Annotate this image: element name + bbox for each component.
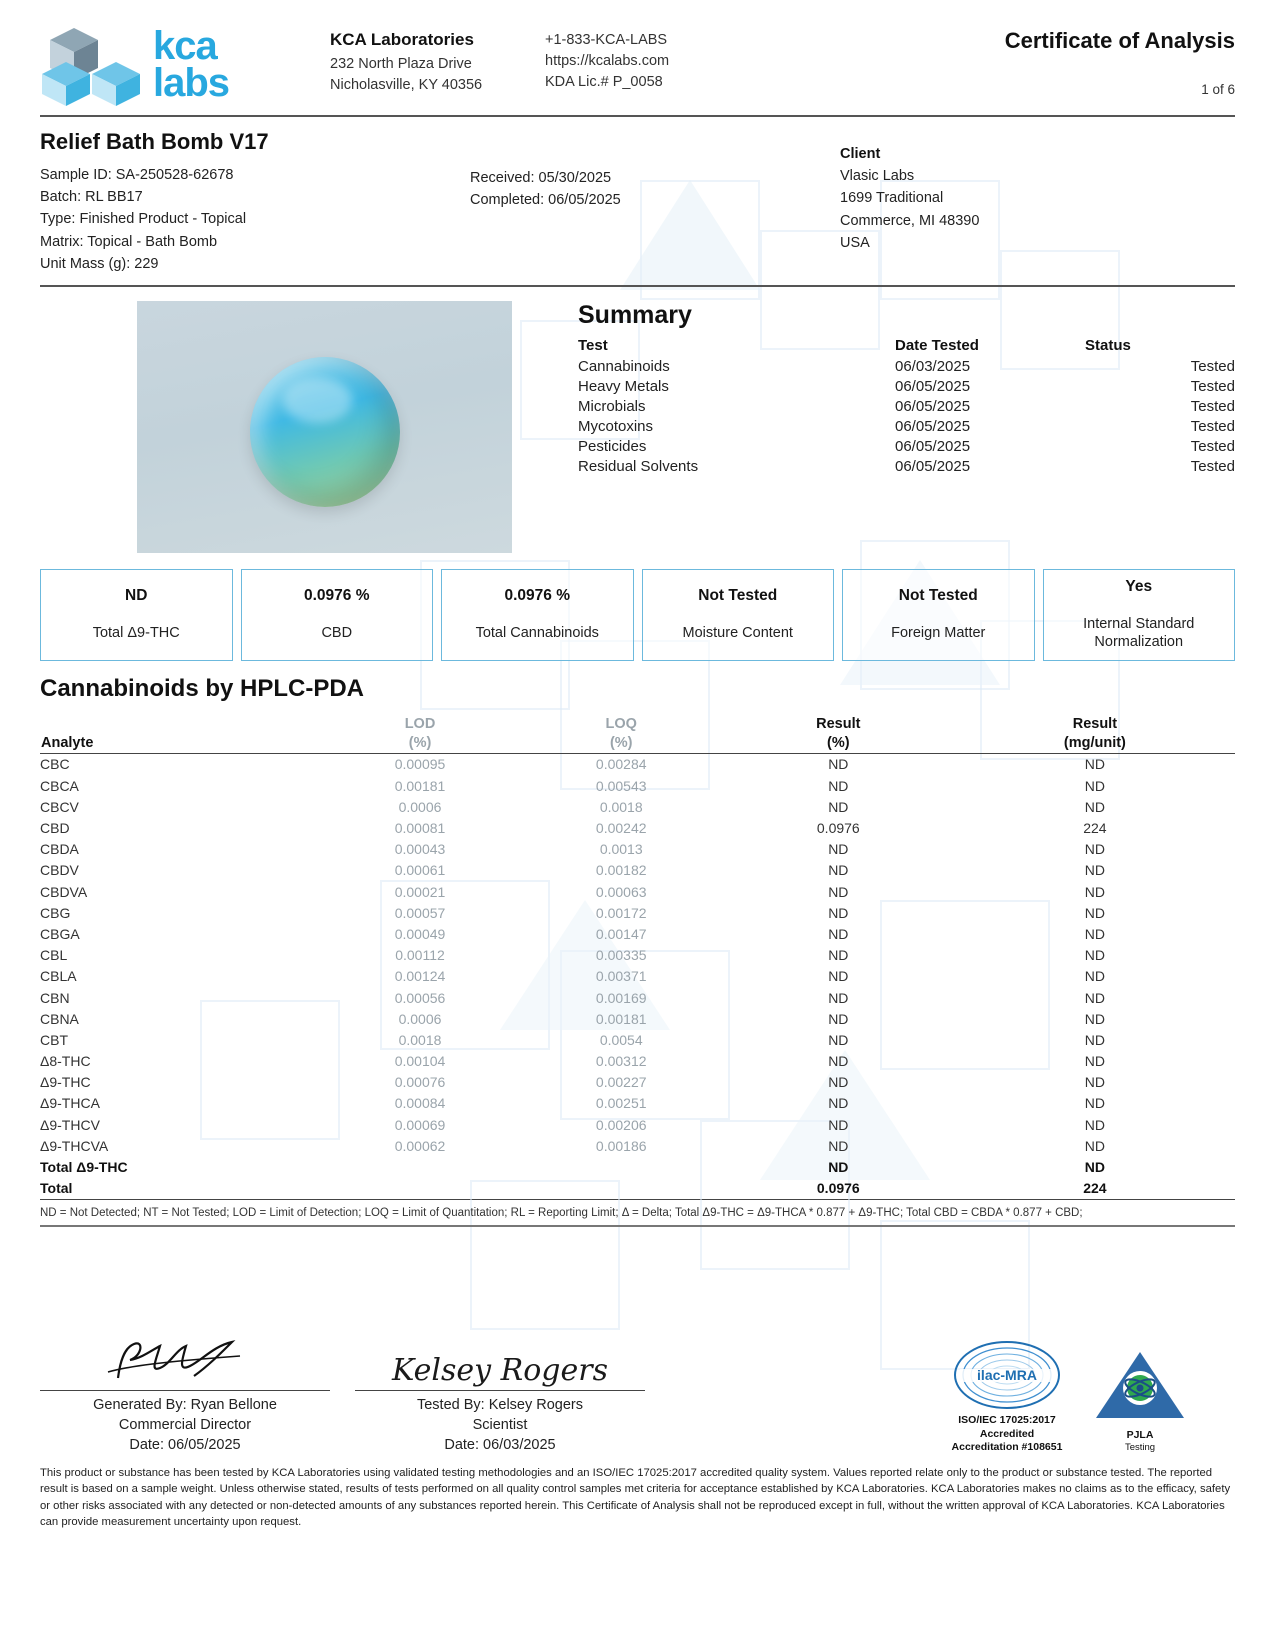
page-number: 1 of 6 — [1201, 82, 1235, 97]
summary-title: Summary — [578, 300, 692, 329]
cannabinoids-footnote: ND = Not Detected; NT = Not Tested; LOD = Limit of Detection; LOQ = Limit of Quantitation; RL = Reporting Limit; Δ = Delta; Total Δ9-THC = Δ9-THCA * 0.877 + Δ9-THC; Total CBD = CBDA * 0.877 + CBD; — [40, 1206, 1083, 1219]
analyte-loq: 0.0054 — [599, 1031, 643, 1048]
analyte-loq: 0.00186 — [595, 1137, 647, 1154]
svg-text:ilac-MRA: ilac-MRA — [977, 1366, 1037, 1383]
analyte-lod: 0.00069 — [394, 1116, 446, 1133]
analyte-mg: 224 — [1083, 820, 1107, 837]
key-box-moisture-content — [642, 569, 835, 661]
col-loq: LOQ — [605, 715, 637, 732]
lab-license: KDA Lic.# P_0058 — [545, 74, 663, 91]
total-thc-mg: ND — [1084, 1159, 1105, 1176]
key-box-foreign-matter — [842, 569, 1035, 661]
analyte-loq: 0.00251 — [595, 1095, 647, 1112]
analyte-loq: 0.00063 — [595, 883, 647, 900]
analyte-mg: ND — [1084, 862, 1105, 879]
accreditation-block — [947, 1339, 1235, 1455]
analyte-result: ND — [828, 1095, 849, 1112]
analyte-mg: ND — [1084, 883, 1105, 900]
total-thc-label: Total Δ9-THC — [40, 1159, 128, 1176]
summary-col-status: Status — [1085, 336, 1131, 354]
analyte-name: CBL — [40, 947, 68, 964]
pjla-sub: Testing — [1124, 1442, 1156, 1454]
client-address2: Commerce, MI 48390 — [840, 212, 980, 229]
total-thc-result: ND — [828, 1159, 849, 1176]
analyte-loq: 0.00147 — [595, 925, 647, 942]
table-row — [40, 902, 1235, 923]
ilac-block — [947, 1339, 1067, 1455]
summary-test: Microbials — [578, 398, 646, 416]
table-row — [40, 1072, 1235, 1093]
key-value: ND — [125, 587, 148, 605]
analyte-result: ND — [828, 947, 849, 964]
analyte-mg: ND — [1084, 989, 1105, 1006]
analyte-result: ND — [828, 862, 849, 879]
analyte-mg: ND — [1084, 1053, 1105, 1070]
analyte-loq: 0.00227 — [595, 1074, 647, 1091]
analyte-name: CBCV — [40, 798, 79, 815]
total-row — [40, 1178, 1235, 1199]
status-badge: Tested — [1190, 398, 1235, 416]
analyte-name: CBC — [40, 756, 70, 773]
analyte-name: CBG — [40, 904, 71, 921]
table-row — [578, 417, 1235, 437]
analyte-lod: 0.0018 — [398, 1031, 442, 1048]
analyte-loq: 0.00335 — [595, 947, 647, 964]
table-row — [40, 1093, 1235, 1114]
summary-col-date: Date Tested — [895, 336, 979, 354]
total-thc-lod — [319, 1156, 520, 1177]
table-row — [578, 397, 1235, 417]
summary-date: 06/05/2025 — [895, 438, 971, 456]
analyte-result: ND — [828, 904, 849, 921]
total-lod — [319, 1178, 520, 1199]
analyte-result: ND — [828, 989, 849, 1006]
lab-contact-block — [545, 22, 785, 93]
analyte-loq: 0.00242 — [595, 820, 647, 837]
table-row — [40, 945, 1235, 966]
total-label: Total — [40, 1180, 73, 1197]
table-row — [40, 1008, 1235, 1029]
col-result-mg: Result — [1072, 715, 1118, 732]
analyte-mg: ND — [1084, 947, 1105, 964]
analyte-lod: 0.00062 — [394, 1137, 446, 1154]
total-thc-row — [40, 1156, 1235, 1177]
table-row — [40, 966, 1235, 987]
summary-date: 06/03/2025 — [895, 358, 971, 376]
analyte-name: Δ9-THC — [40, 1074, 91, 1091]
analyte-lod: 0.00104 — [394, 1053, 446, 1070]
ilac-accredited-line2: Accreditation #108651 — [951, 1441, 1063, 1454]
status-badge: Tested — [1190, 458, 1235, 476]
col-loq-unit: (%) — [609, 734, 633, 751]
analyte-loq: 0.0018 — [599, 798, 643, 815]
generated-by-date: Date: 06/05/2025 — [129, 1436, 241, 1453]
summary-test: Mycotoxins — [578, 418, 654, 436]
summary-date: 06/05/2025 — [895, 378, 971, 396]
key-label: Total Cannabinoids — [475, 625, 599, 642]
analyte-loq: 0.00371 — [595, 968, 647, 985]
analyte-result: ND — [828, 841, 849, 858]
sample-details — [40, 129, 470, 275]
analyte-lod: 0.00181 — [394, 777, 446, 794]
lab-website[interactable]: https://kcalabs.com — [545, 53, 670, 70]
sample-info-section — [40, 117, 1235, 275]
table-row — [40, 1029, 1235, 1050]
analyte-result: ND — [828, 925, 849, 942]
analyte-lod: 0.00057 — [394, 904, 446, 921]
col-result-mg-unit: (mg/unit) — [1063, 734, 1126, 751]
page-header — [40, 0, 1235, 107]
summary-date: 06/05/2025 — [895, 458, 971, 476]
generated-by-role: Commercial Director — [118, 1416, 252, 1433]
analyte-lod: 0.00043 — [394, 841, 446, 858]
sample-matrix: Matrix: Topical - Bath Bomb — [40, 233, 218, 250]
key-value: Yes — [1125, 578, 1153, 596]
status-badge: Tested — [1190, 418, 1235, 436]
pjla-block — [1085, 1348, 1195, 1455]
analyte-mg: ND — [1084, 756, 1105, 773]
summary-table — [578, 336, 1235, 477]
col-analyte: Analyte — [41, 734, 94, 751]
sample-title: Relief Bath Bomb V17 — [40, 129, 269, 154]
analyte-lod: 0.00084 — [394, 1095, 446, 1112]
analyte-lod: 0.00095 — [394, 756, 446, 773]
analyte-name: Δ8-THC — [40, 1053, 91, 1070]
cubes-logo-icon — [40, 22, 145, 107]
key-box-internal-standard — [1043, 569, 1236, 661]
col-result-pct: Result — [816, 715, 861, 732]
analyte-lod: 0.00112 — [395, 947, 445, 964]
analyte-result: ND — [828, 1137, 849, 1154]
key-label: CBD — [321, 625, 353, 642]
sample-dates — [470, 129, 840, 275]
client-country: USA — [840, 234, 870, 251]
analyte-mg: ND — [1084, 1074, 1105, 1091]
analyte-lod: 0.00061 — [394, 862, 446, 879]
analyte-name: CBDV — [40, 862, 79, 879]
table-row — [578, 437, 1235, 457]
key-label: Foreign Matter — [891, 625, 986, 642]
key-label: Moisture Content — [682, 625, 793, 642]
cannabinoids-header-row — [40, 715, 1235, 734]
key-label: Internal Standard Normalization — [1083, 616, 1195, 650]
analyte-result: ND — [828, 883, 849, 900]
date-completed: Completed: 06/05/2025 — [470, 192, 621, 209]
analyte-mg: ND — [1084, 1116, 1105, 1133]
lab-address-block — [330, 22, 545, 96]
sample-id: Sample ID: SA-250528-62678 — [40, 167, 234, 183]
signature-tested-by — [355, 1332, 645, 1455]
analyte-name: CBD — [40, 820, 70, 837]
analyte-lod: 0.00124 — [394, 968, 446, 985]
analyte-loq: 0.00169 — [595, 989, 647, 1006]
analyte-result: ND — [828, 798, 849, 815]
summary-test: Cannabinoids — [578, 358, 670, 376]
footnote-divider — [40, 1225, 1235, 1227]
analyte-result: ND — [828, 968, 849, 985]
lab-phone: +1-833-KCA-LABS — [545, 32, 668, 48]
lab-address-line2: Nicholasville, KY 40356 — [330, 76, 483, 93]
analyte-result: ND — [828, 756, 849, 773]
signature-script-text: Kelsey Rogers — [392, 1352, 608, 1388]
analyte-mg: ND — [1084, 777, 1105, 794]
sample-unit-mass: Unit Mass (g): 229 — [40, 255, 159, 272]
key-value: Not Tested — [898, 587, 978, 605]
cannabinoids-body — [40, 753, 1235, 1198]
status-badge: Tested — [1190, 438, 1235, 456]
bath-bomb-image — [250, 357, 400, 507]
table-row — [40, 881, 1235, 902]
col-lod-unit: (%) — [408, 734, 432, 751]
signature-section — [40, 1332, 1235, 1455]
signature-image-kelsey — [355, 1332, 645, 1388]
analyte-loq: 0.00172 — [595, 904, 647, 921]
client-block — [840, 129, 979, 275]
analyte-loq: 0.00284 — [595, 756, 647, 773]
table-row — [578, 377, 1235, 397]
ilac-accredited-line1: ISO/IEC 17025:2017 Accredited — [958, 1413, 1056, 1440]
pjla-icon — [1094, 1348, 1186, 1426]
table-row — [40, 839, 1235, 860]
logo-kca-text: kca — [153, 23, 217, 68]
total-loq — [521, 1178, 722, 1199]
analyte-result: ND — [828, 1010, 849, 1027]
key-results-row — [40, 569, 1235, 661]
analyte-mg: ND — [1084, 1010, 1105, 1027]
client-name: Vlasic Labs — [840, 168, 915, 185]
key-value: 0.0976 % — [304, 587, 370, 605]
logo-labs-text: labs — [153, 60, 230, 105]
analyte-result: ND — [828, 1031, 849, 1048]
table-row — [40, 1114, 1235, 1135]
analyte-mg: ND — [1084, 841, 1105, 858]
table-row — [40, 1050, 1235, 1071]
total-thc-loq — [521, 1156, 722, 1177]
status-badge: Tested — [1190, 378, 1235, 396]
analyte-name: CBLA — [40, 968, 77, 985]
analyte-name: CBDA — [40, 841, 79, 858]
legal-disclaimer: This product or substance has been tested by KCA Laboratories using validated testing methodologies and an ISO/IEC 17025:2017 accredited quality system. Values reported relate only to the product or substance tested. The reported result is based on a sample weight. Unless otherwise stated, results of tests performed on all quality control samples met criteria for acceptance established by KCA Laboratories. KCA Laboratories makes no claims as to the efficacy, safety or other risks associated with any detected or non-detected amounts of any substances reported herein. This Certificate of Analysis shall not be reproduced except in full, without the written approval of KCA Laboratories. KCA Laboratories can provide measurement uncertainty upon request. — [40, 1466, 1231, 1528]
analyte-loq: 0.00206 — [595, 1116, 647, 1133]
table-row — [578, 457, 1235, 477]
table-row — [40, 753, 1235, 775]
signature-generated-by — [40, 1332, 330, 1455]
analyte-name: Δ9-THCVA — [40, 1137, 109, 1154]
logo-wordmark — [153, 23, 230, 105]
lab-name: KCA Laboratories — [330, 30, 474, 49]
analyte-loq: 0.00181 — [595, 1010, 647, 1027]
analyte-lod: 0.0006 — [398, 1010, 442, 1027]
analyte-result: ND — [828, 1074, 849, 1091]
col-lod: LOD — [404, 715, 436, 732]
summary-col-test: Test — [578, 336, 608, 354]
analyte-lod: 0.00049 — [394, 925, 446, 942]
analyte-lod: 0.0006 — [398, 798, 442, 815]
key-value: Not Tested — [698, 587, 778, 605]
client-label: Client — [840, 146, 881, 162]
analyte-lod: 0.00056 — [394, 989, 446, 1006]
analyte-loq: 0.00312 — [595, 1053, 647, 1070]
sample-batch: Batch: RL BB17 — [40, 189, 143, 206]
summary-date: 06/05/2025 — [895, 398, 971, 416]
analyte-mg: ND — [1084, 798, 1105, 815]
col-result-pct-unit: (%) — [827, 734, 850, 751]
summary-test: Residual Solvents — [578, 458, 699, 476]
sample-type: Type: Finished Product - Topical — [40, 211, 247, 228]
analyte-result: ND — [828, 1053, 849, 1070]
analyte-lod: 0.00081 — [394, 820, 446, 837]
page-title: Certificate of Analysis — [1004, 28, 1235, 53]
analyte-lod: 0.00076 — [394, 1074, 446, 1091]
cannabinoids-table — [40, 715, 1235, 1199]
signature-image-ryan — [40, 1332, 330, 1388]
product-photo — [137, 301, 512, 553]
table-row — [40, 817, 1235, 838]
key-label: Total Δ9-THC — [92, 625, 180, 642]
total-result: 0.0976 — [816, 1180, 860, 1197]
analyte-name: CBCA — [40, 777, 79, 794]
kca-logo — [40, 22, 330, 107]
key-value: 0.0976 % — [504, 587, 570, 605]
analyte-mg: ND — [1084, 1031, 1105, 1048]
client-address1: 1699 Traditional — [840, 190, 944, 207]
table-row — [40, 987, 1235, 1008]
analyte-loq: 0.0013 — [599, 841, 643, 858]
table-row — [40, 775, 1235, 796]
analyte-name: Δ9-THCV — [40, 1116, 100, 1133]
analyte-result: 0.0976 — [816, 820, 860, 837]
tested-by-date: Date: 06/03/2025 — [444, 1436, 556, 1453]
tested-by-role: Scientist — [472, 1416, 528, 1433]
analyte-mg: ND — [1084, 968, 1105, 985]
analyte-loq: 0.00182 — [595, 862, 647, 879]
lab-address-line1: 232 North Plaza Drive — [330, 55, 472, 72]
analyte-loq: 0.00543 — [595, 777, 647, 794]
summary-block — [578, 301, 1235, 553]
analyte-name: CBN — [40, 989, 70, 1006]
generated-by-name: Generated By: Ryan Bellone — [93, 1396, 277, 1413]
analyte-name: Δ9-THCA — [40, 1095, 100, 1112]
analyte-lod: 0.00021 — [394, 883, 446, 900]
table-row — [578, 357, 1235, 377]
table-row — [40, 1135, 1235, 1156]
analyte-mg: ND — [1084, 1095, 1105, 1112]
analyte-mg: ND — [1084, 925, 1105, 942]
total-mg: 224 — [1083, 1180, 1107, 1197]
analyte-name: CBNA — [40, 1010, 79, 1027]
date-received: Received: 05/30/2025 — [470, 170, 612, 186]
analyte-name: CBDVA — [40, 883, 88, 900]
table-row — [40, 860, 1235, 881]
analyte-result: ND — [828, 777, 849, 794]
summary-test: Pesticides — [578, 438, 647, 456]
analyte-name: CBT — [40, 1031, 68, 1048]
analyte-mg: ND — [1084, 1137, 1105, 1154]
table-row — [40, 796, 1235, 817]
table-row — [40, 923, 1235, 944]
status-badge: Tested — [1190, 358, 1235, 376]
summary-date: 06/05/2025 — [895, 418, 971, 436]
analyte-result: ND — [828, 1116, 849, 1133]
summary-header-row — [578, 336, 1235, 357]
ilac-mra-icon — [952, 1339, 1062, 1411]
summary-section — [40, 287, 1235, 553]
key-box-cbd — [241, 569, 434, 661]
analyte-name: CBGA — [40, 925, 80, 942]
key-box-total-cannabinoids — [441, 569, 634, 661]
cannabinoids-title: Cannabinoids by HPLC-PDA — [40, 674, 365, 702]
tested-by-name: Tested By: Kelsey Rogers — [416, 1396, 584, 1413]
cannabinoids-subheader-row — [40, 734, 1235, 754]
pjla-label: PJLA — [1126, 1428, 1154, 1441]
summary-test: Heavy Metals — [578, 378, 669, 396]
analyte-mg: ND — [1084, 904, 1105, 921]
coa-title-block — [785, 22, 1235, 97]
key-box-total-d9-thc — [40, 569, 233, 661]
